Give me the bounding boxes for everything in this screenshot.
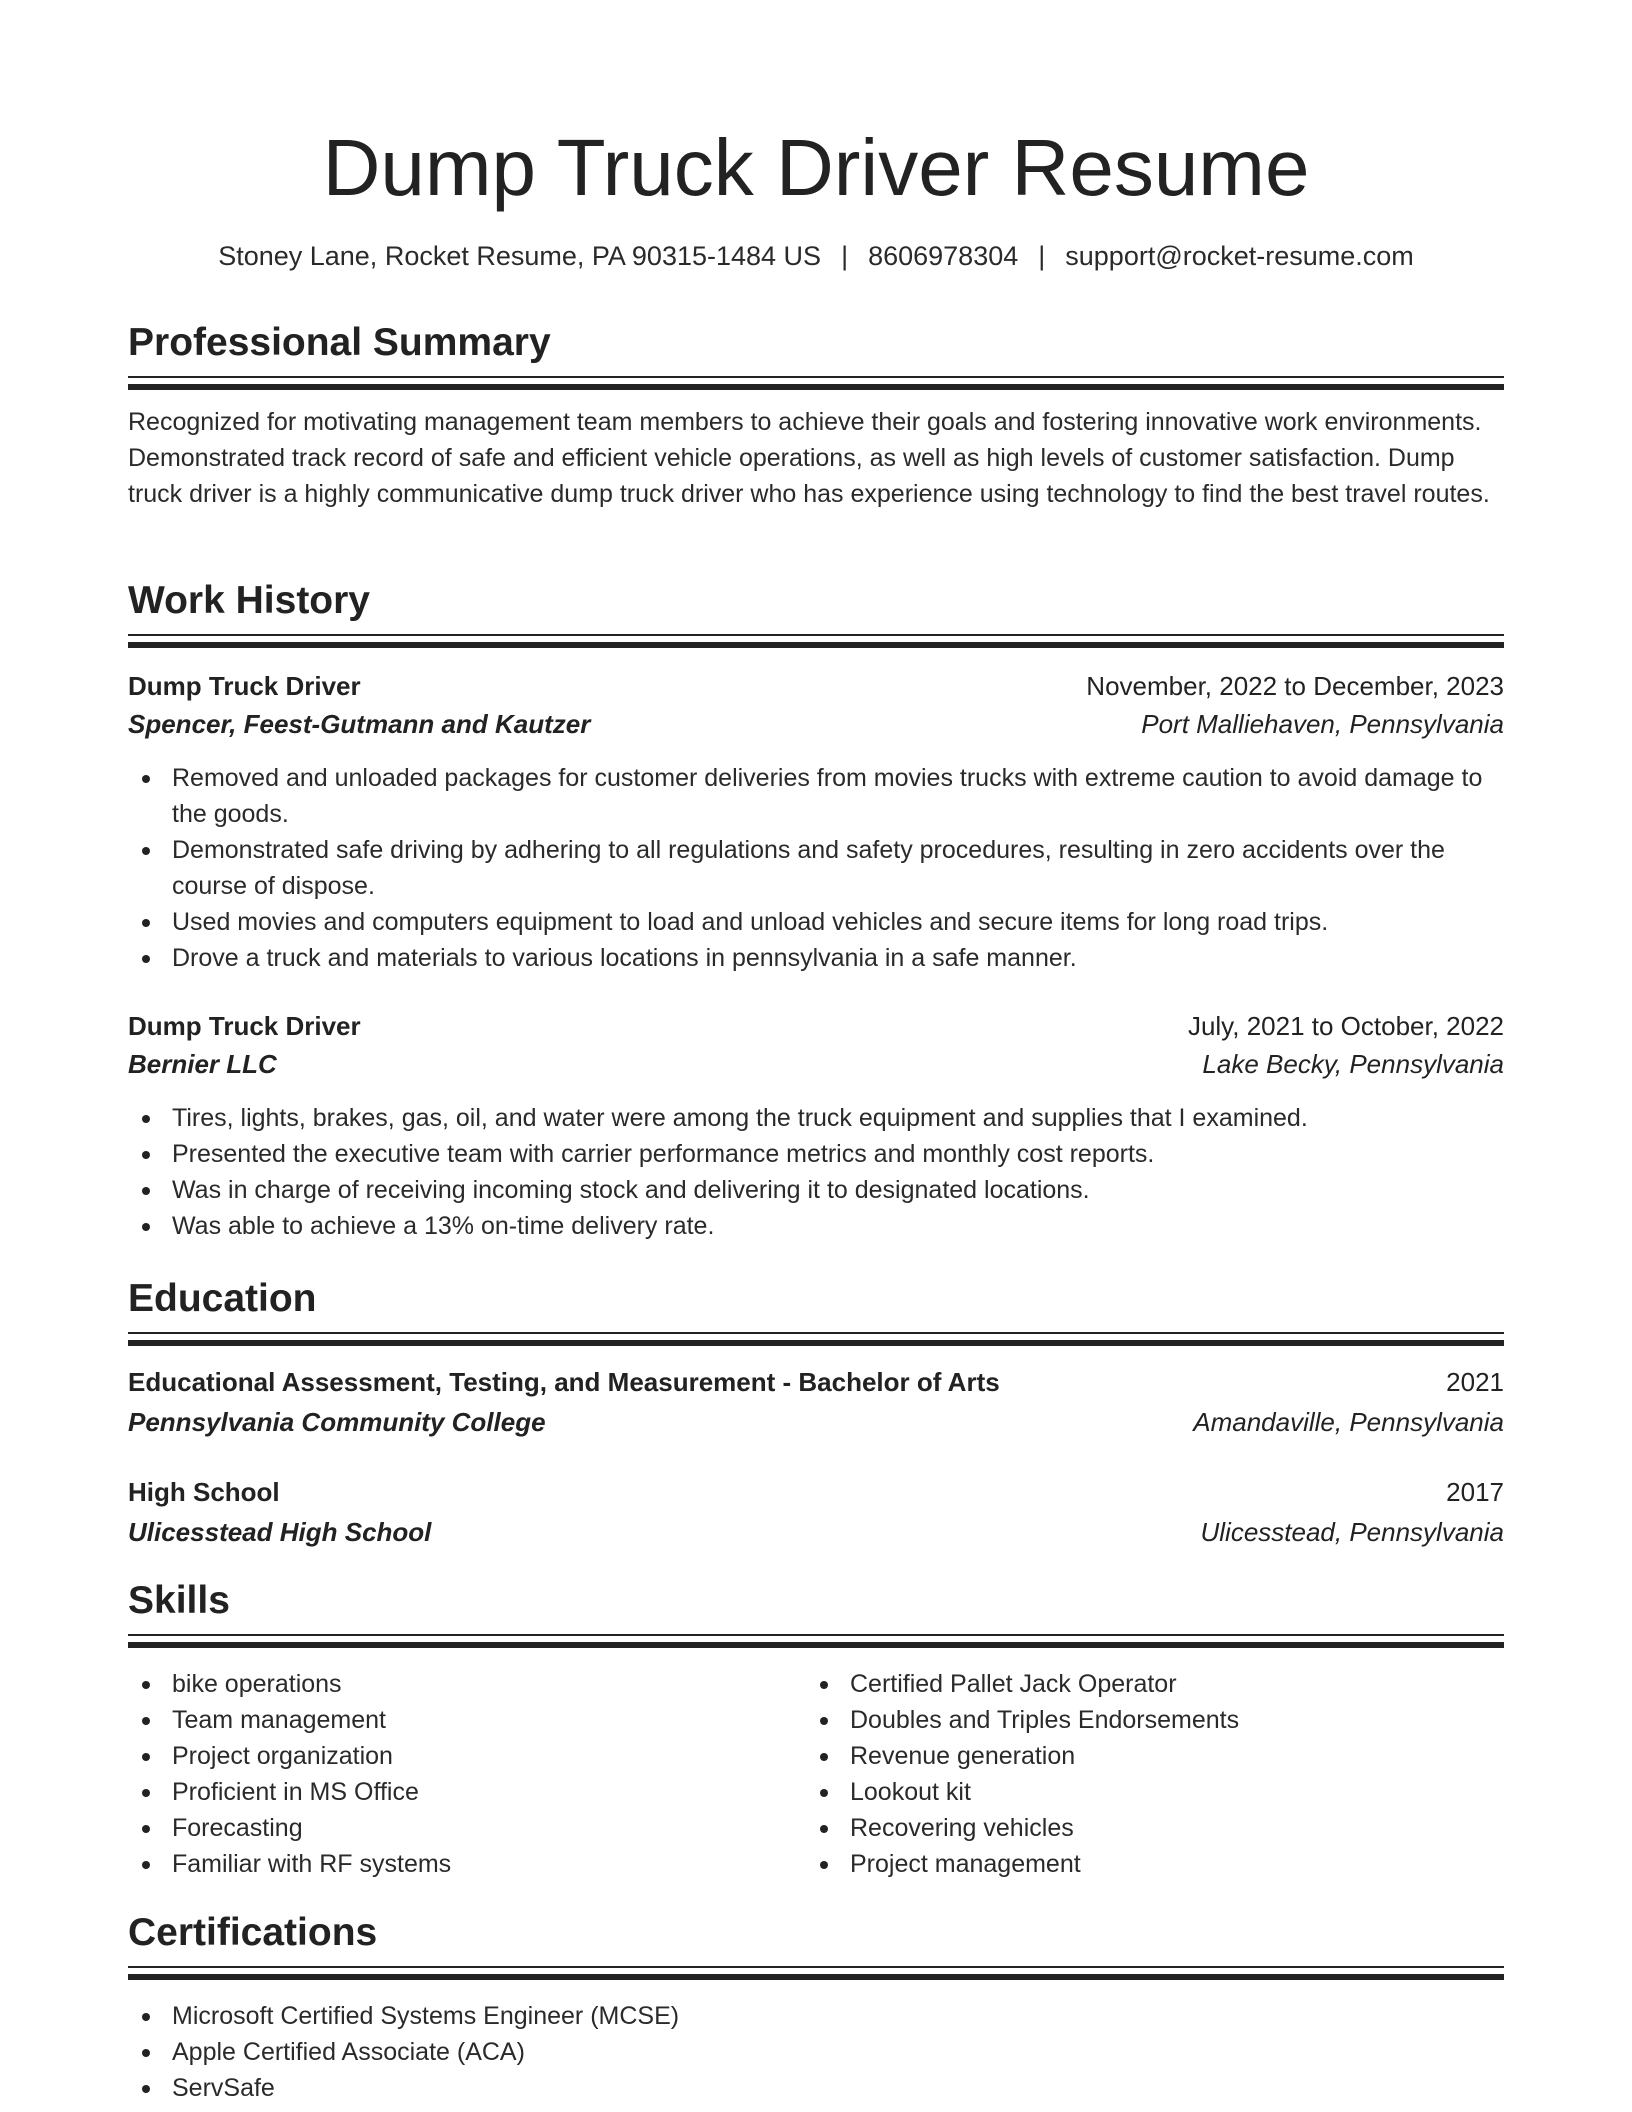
section-heading-work: Work History: [128, 579, 370, 622]
skills-list-left: [128, 1666, 806, 1882]
list-item: Recovering vehicles: [806, 1810, 1484, 1846]
job-dates: July, 2021 to October, 2022: [1187, 1011, 1504, 1041]
job-subheader: [128, 1046, 1504, 1082]
list-item: Tires, lights, brakes, gas, oil, and water were among the truck equipment and supplies that I examined.: [128, 1100, 1504, 1136]
list-item: ServSafe: [128, 2070, 1504, 2106]
section-heading-summary: Professional Summary: [128, 321, 551, 364]
list-item: Project organization: [128, 1738, 806, 1774]
contact-separator: |: [1038, 241, 1046, 271]
list-item: Lookout kit: [806, 1774, 1484, 1810]
contact-line: [128, 238, 1504, 274]
job-header: [128, 1008, 1504, 1044]
list-item: bike operations: [128, 1666, 806, 1702]
list-item: Microsoft Certified Systems Engineer (MCSE): [128, 1998, 1504, 2034]
job-subheader: [128, 706, 1504, 742]
section-divider: [128, 376, 1504, 390]
education-school: Ulicesstead High School: [128, 1517, 432, 1547]
contact-separator: |: [841, 241, 849, 271]
resume-title: Dump Truck Driver Resume: [322, 123, 1310, 212]
list-item: Certified Pallet Jack Operator: [806, 1666, 1484, 1702]
list-item: Project management: [806, 1846, 1484, 1882]
education-degree: High School: [128, 1477, 280, 1507]
education-location: Ulicesstead, Pennsylvania: [1200, 1517, 1504, 1547]
list-item: Apple Certified Associate (ACA): [128, 2034, 1504, 2070]
education-degree: Educational Assessment, Testing, and Measurement - Bachelor of Arts: [128, 1367, 1000, 1397]
education-subheader: [128, 1404, 1504, 1440]
section-heading-skills: Skills: [128, 1579, 230, 1622]
section-divider: [128, 634, 1504, 648]
list-item: Forecasting: [128, 1810, 806, 1846]
list-item: Was able to achieve a 13% on-time delivery rate.: [128, 1208, 1504, 1244]
job-location: Lake Becky, Pennsylvania: [1202, 1049, 1504, 1079]
job-company: Spencer, Feest-Gutmann and Kautzer: [128, 709, 591, 739]
list-item: Familiar with RF systems: [128, 1846, 806, 1882]
job-duties-list: [128, 1100, 1504, 1244]
job-location: Port Malliehaven, Pennsylvania: [1141, 709, 1504, 739]
education-school: Pennsylvania Community College: [128, 1407, 546, 1437]
education-header: [128, 1474, 1504, 1510]
job-title: Dump Truck Driver: [128, 671, 361, 701]
section-divider: [128, 1332, 1504, 1346]
section-heading-education: Education: [128, 1277, 317, 1320]
certifications-list: [128, 1998, 1504, 2106]
contact-email: support@rocket-resume.com: [1065, 241, 1414, 271]
job-header: [128, 668, 1504, 704]
section-divider: [128, 1966, 1504, 1980]
list-item: Proficient in MS Office: [128, 1774, 806, 1810]
skills-columns: [128, 1666, 1504, 1882]
job-duties-list: [128, 760, 1504, 976]
section-divider: [128, 1634, 1504, 1648]
contact-phone: 8606978304: [868, 241, 1019, 271]
list-item: Team management: [128, 1702, 806, 1738]
education-header: [128, 1364, 1504, 1400]
education-year: 2017: [1446, 1477, 1504, 1507]
list-item: Used movies and computers equipment to load and unload vehicles and secure items for long road trips.: [128, 904, 1504, 940]
list-item: Demonstrated safe driving by adhering to all regulations and safety procedures, resulting in zero accidents over the course of dispose.: [128, 832, 1504, 904]
section-heading-certifications: Certifications: [128, 1911, 378, 1954]
summary-text: Recognized for motivating management team members to achieve their goals and fostering innovative work environments. Demonstrated track record of safe and efficient vehicle operations, as well as high levels of customer satisfaction. Dump truck driver is a highly communicative dump truck driver who has experience using technology to find the best travel routes.: [128, 408, 1490, 508]
list-item: Revenue generation: [806, 1738, 1484, 1774]
job-title: Dump Truck Driver: [128, 1011, 361, 1041]
list-item: Presented the executive team with carrier performance metrics and monthly cost reports.: [128, 1136, 1504, 1172]
list-item: Drove a truck and materials to various locations in pennsylvania in a safe manner.: [128, 940, 1504, 976]
list-item: Was in charge of receiving incoming stock and delivering it to designated locations.: [128, 1172, 1504, 1208]
list-item: Removed and unloaded packages for customer deliveries from movies trucks with extreme caution to avoid damage to the goods.: [128, 760, 1504, 832]
education-location: Amandaville, Pennsylvania: [1193, 1407, 1504, 1437]
job-dates: November, 2022 to December, 2023: [1086, 671, 1504, 701]
list-item: Doubles and Triples Endorsements: [806, 1702, 1484, 1738]
job-company: Bernier LLC: [128, 1049, 277, 1079]
education-year: 2021: [1446, 1367, 1504, 1397]
skills-list-right: [806, 1666, 1484, 1882]
education-subheader: [128, 1514, 1504, 1550]
contact-address: Stoney Lane, Rocket Resume, PA 90315-1484 US: [218, 241, 822, 271]
